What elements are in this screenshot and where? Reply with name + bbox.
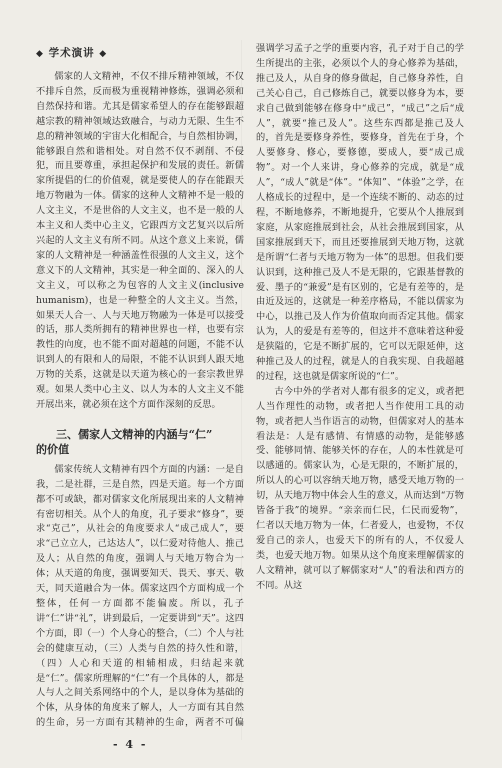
- body-paragraph: 儒家传统人文精神有四个方面的内涵：一是自我，二是社群，三是自然，四是天道。每一个方面都不可或缺，都对儒家文化所展现出来的人文精神有密切相关。从个人的角度，孔子要求“修身”，要求“克己”，从社会的角度要求人“成己成人”，要求“己立立人，己达达人”，以仁爱对待他人、推己及人；从自然的角度，强调人与天地万物合为一体；从天道的角度，强调要知天、畏天、事天、敬天，同天道融合为一体。儒家这四个方面构成一个整体，任何一方面都不能偏废。所以，孔子讲“仁”讲“礼”，讲到最后，一定要讲到“天”。这四个方面，即（一）个人身心的整合，（二）个人与社会的健康互动，（三）人类与自然的持久性和谐，（四）人心和天道的相辅相成，归结起来就是“仁”。儒家所理解的“仁”有一个具体的人，都是人与人之间关系网络中的个人，是以身体为基础的个体，从身体的角度来了解人，人一方面有其自然的生命，另一方面有其精神的生命，两者不可偏: [36, 463, 244, 728]
- left-column: [36, 70, 244, 728]
- right-diamond-icon: ◆: [99, 49, 108, 59]
- right-column: [256, 42, 464, 594]
- section-heading: [36, 427, 244, 457]
- section-tag: [36, 45, 107, 60]
- section-tag-label: 学术演讲: [48, 47, 95, 59]
- section-heading-line: 的价值: [36, 442, 70, 456]
- body-paragraph: 古今中外的学者对人都有很多的定义，或者把人当作理性的动物，或者把人当作使用工具的动物，或者把人当作语言的动物，但儒家对人的基本看法是：人是有感情、有情感的动物，是能够感受、能够同情、能够关怀的存在，人的本性就是可以感通的。儒家认为，心是无限的，不断扩展的，所以人的心可以容纳天地万物，感受天地万物的一切，从天地万物中体会人生的意义，从而达到“万物皆备于我”的境界。“亲亲而仁民，仁民而爱物”，仁者以天地万物为一体，仁者爱人，也爱物，不仅爱自己的亲人，也爱天下的所有的人，不仅爱人类，也爱天地万物。如果从这个角度来理解儒家的人文精神，就可以了解儒家对“人”的看法和西方的不同。从这: [256, 385, 464, 591]
- page-number: - 4 -: [113, 738, 148, 751]
- column-divider: [241, 40, 242, 740]
- body-paragraph: 儒家的人文精神，不仅不排斥精神领域，不仅不排斥自然，反而极为重视精神修炼，强调必须和自然保持和谐。尤其是儒家希望人的存在能够跟超越宗教的精神领域达致融合，与动力无限、生生不息的精神领域的宇宙大化相配合，与自然相协调，能够跟自然和谐相处。对自然不仅不剥削、不侵犯，而且要尊重，承担起保护和发展的责任。新儒家所提倡的仁的价值观，就是要使人的存在能跟天地万物融为一体。儒家的这种人文精神不是一般的人文主义，不是世俗的人文主义，也不是一般的人本主义和人类中心主义，它跟西方文艺复兴以后所兴起的人文主义有所不同。从这个意义上来说，儒家的人文精神是一种涵盖性很强的人文主义，这个意义下的人文精神，其实是一种全面的、深入的人文主义，可以称之为包容的人文主义(inclusive humanism)，也是一种整全的人文主义。当然，如果天人合一、人与天地万物融为一体是可以接受的话，那人类所拥有的精神世界也一样，也要有宗教性的向度，也不能不面对超越的问题，不能不认识到人的有限和人的局限，不能不认识到人跟天地万物的关系，这就是以天道为核心的一套宗教世界观。如果人类中心主义、以人为本的人文主义不能开展出来，就必须在这个方面作深刻的反思。: [36, 71, 244, 410]
- section-heading-line: 三、儒家人文精神的内涵与“仁”: [56, 427, 213, 441]
- left-diamond-icon: ◆: [36, 49, 44, 59]
- body-paragraph: 强调学习孟子之学的重要内容，孔子对于自己的学生所提出的主张，必须以个人的身心修养为基础，推己及人，从自身的修身做起，自己修身养性，自己关心自己，自己修炼自己，就要以修身为本，要求自己做到能够在修身中“成己”，“成己”之后“成人”，就要“推己及人”。这些东西都是推己及人的，首先是要修身养性，要修身，首先在于身，个人要修身、修心，要修德，要成人，要“成己成物”。对一个人来讲，身心修养的完成，就是“成人”，“成人”就是“体”。“体知”、“体验”之学，在人格成长的过程中，是一个连续不断的、动态的过程，不断地修养，不断地提升，它要从个人推展到家庭，从家庭推展到社会，从社会推展到国家，从国家推展到天下，而且还要推展到天地万物，这就是所谓“仁者与天地万物为一体”的思想。但我们要认识到，这种推己及人不是无限的，它跟基督教的爱、墨子的“兼爱”是有区别的，它是有差等的，是由近及远的，这就是一种差序格局，不能以儒家为中心，以推己及人作为价值取向而否定其他。儒家认为，人的爱是有差等的，但这并不意味着这种爱是狭隘的，它是不断扩展的，它可以无限延伸，这种推己及人的过程，就是人的自我实现、自我超越的过程，这也就是儒家所说的“仁”。: [256, 43, 464, 382]
